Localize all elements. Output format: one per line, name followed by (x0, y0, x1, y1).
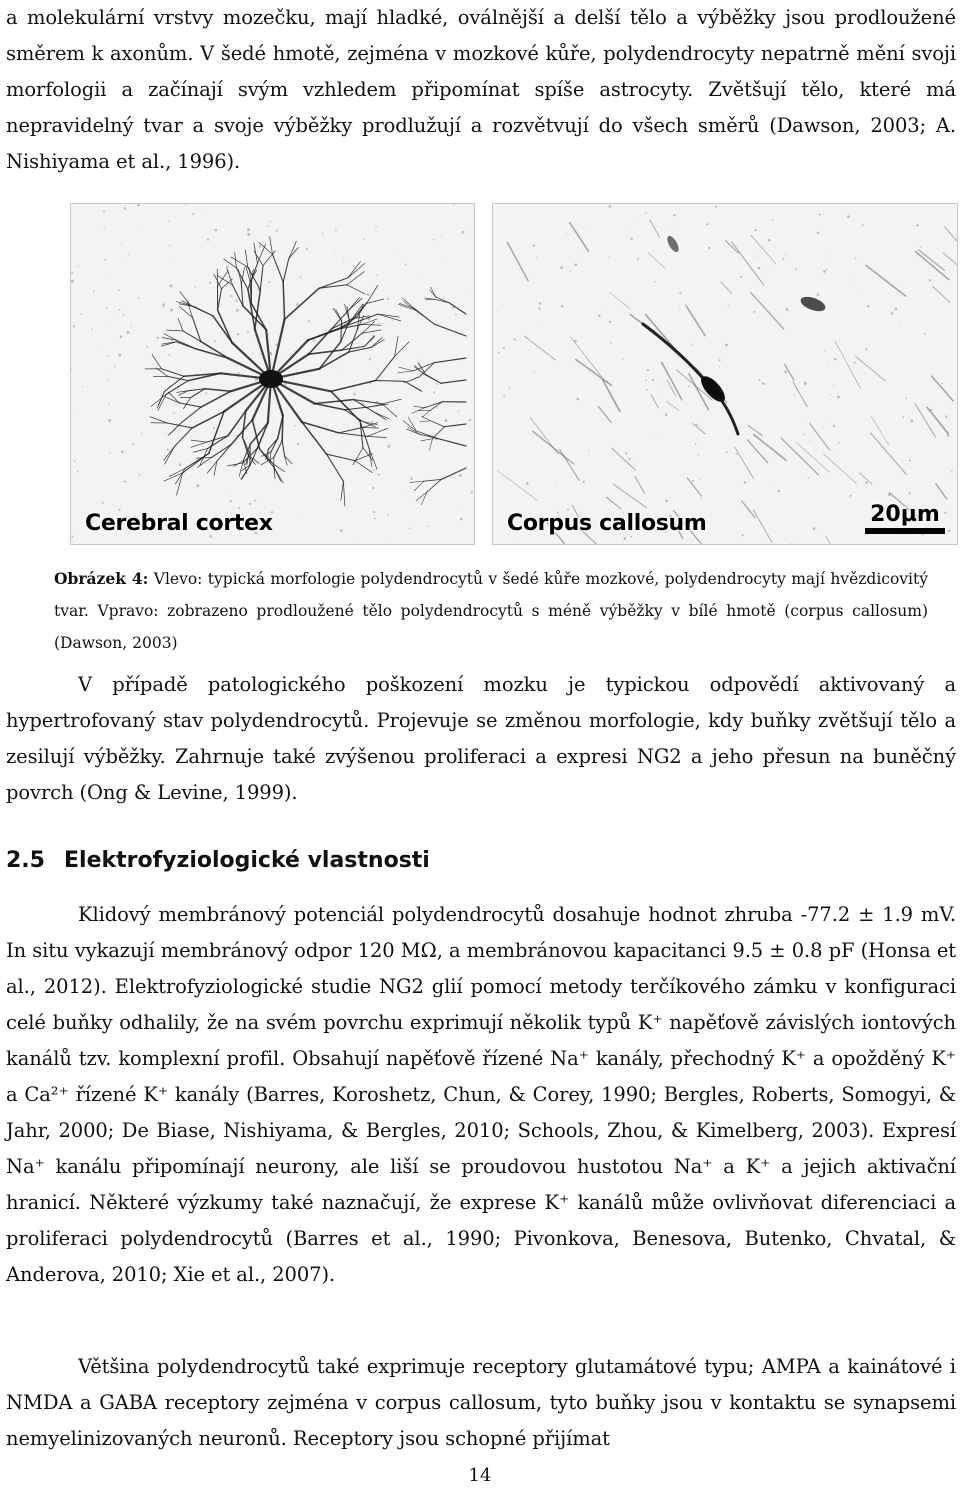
caption-lead: Obrázek 4: (54, 569, 149, 588)
figure-image-corpus-callosum (492, 203, 958, 545)
micrograph-star-shaped-cell (71, 204, 474, 544)
figure-caption (54, 563, 928, 659)
scale-bar-label: 20µm (870, 502, 940, 527)
label-corpus-callosum: Corpus callosum (507, 511, 707, 536)
paragraph-pathology: V případě patologického poškození mozku je typickou odpovědí aktivovaný a hypertrofovaný stav polydendrocytů. Projevuje se změnou morfologie, kdy buňky zvětšují tělo a zesilují výběžky. Zahrnuje také zvýšenou proliferaci a expresi NG2 a jeho přesun na buněčný povrch (Ong & Levine, 1999). (6, 673, 956, 804)
paragraph-electrophysiology: Klidový membránový potenciál polydendrocytů dosahuje hodnot zhruba -77.2 ± 1.9 mV. In situ vykazují membránový odpor 120 MΩ, a membránovou kapacitanci 9.5 ± 0.8 pF (Honsa et al., 2012). Elektrofyziologické studie NG2 glií pomocí metody terčíkového zámku v konfiguraci celé buňky odhalily, že na svém povrchu exprimují několik typů K⁺ napěťově závislých iontových kanálů tzv. komplexní profil. Obsahují napěťově řízené Na⁺ kanály, přechodný K⁺ a opožděný K⁺ a Ca²⁺ řízené K⁺ kanály (Barres, Koroshetz, Chun, & Corey, 1990; Bergles, Roberts, Somogyi, & Jahr, 2000; De Biase, Nishiyama, & Bergles, 2010; Schools, Zhou, & Kimelberg, 2003). Expresí Na⁺ kanálu připomínají neurony, ale liší se proudovou hustotou Na⁺ a K⁺ a jejich aktivační hranicí. Některé výzkumy také naznačují, že exprese K⁺ kanálů může ovlivňovat diferenciaci a proliferaci polydendrocytů (Barres et al., 1990; Pivonkova, Benesova, Butenko, Chvatal, & Anderova, 2010; Xie et al., 2007). (6, 903, 956, 1286)
page-number: 14 (468, 1465, 492, 1486)
section-title: Elektrofyziologické vlastnosti (64, 848, 430, 873)
paragraph-morphology: a molekulární vrstvy mozečku, mají hladké, oválnější a delší tělo a výběžky jsou prodloužené směrem k axonům. V šedé hmotě, zejména v mozkové kůře, polydendrocyty nepatrně mění svoji morfologii a začínají svým vzhledem připomínat spíše astrocyty. Zvětšují tělo, které má nepravidelný tvar a svoje výběžky prodlužují a rozvětvují do všech směrů (Dawson, 2003; A. Nishiyama et al., 1996). (6, 6, 956, 173)
scale-bar (865, 502, 945, 534)
caption-text: Vlevo: typická morfologie polydendrocytů v šedé kůře mozkové, polydendrocyty mají hvězdicovitý tvar. Vpravo: zobrazeno prodloužené tělo polydendrocytů s méně výběžky v bílé hmotě (corpus callosum) (Dawson, 2003) (54, 570, 928, 652)
micrograph-elongated-cell (493, 204, 957, 544)
section-number: 2.5 (6, 848, 45, 873)
section-heading (6, 848, 430, 873)
paragraph-receptors: Většina polydendrocytů také exprimuje receptory glutamátové typu; AMPA a kainátové i NMDA a GABA receptory zejména v corpus callosum, tyto buňky jsou v kontaktu se synapsemi nemyelinizovaných neuronů. Receptory jsou schopné přijímat (6, 1355, 956, 1450)
figure-4 (70, 203, 960, 543)
figure-image-cerebral-cortex (70, 203, 475, 545)
scale-bar-line (865, 528, 945, 534)
label-cerebral-cortex: Cerebral cortex (85, 511, 273, 536)
